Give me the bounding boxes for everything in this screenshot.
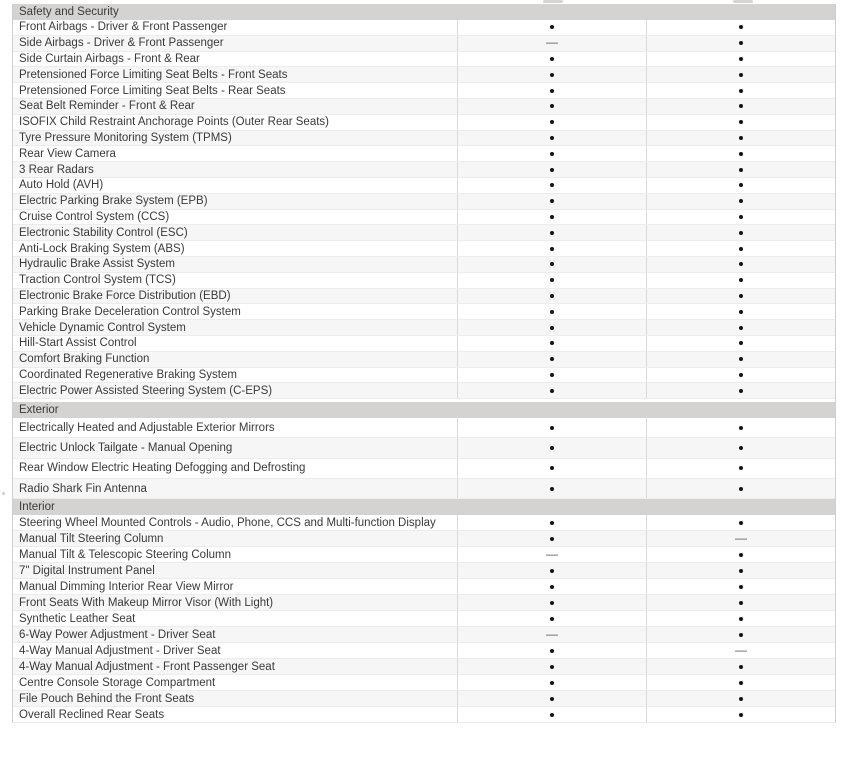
value-cell-a [457,210,646,225]
value-cell-a [457,707,646,722]
value-cell-a [457,675,646,690]
included-dot-icon [550,294,554,298]
value-cell-b [646,210,835,225]
included-dot-icon [550,57,554,61]
feature-row [13,643,835,659]
included-dot-icon [550,446,554,450]
included-dot-icon [550,120,554,124]
feature-label: Comfort Braking Function [19,353,150,366]
feature-label: Auto Hold (AVH) [19,179,104,192]
feature-label: Electronic Brake Force Distribution (EBD) [19,289,231,302]
included-dot-icon [550,341,554,345]
feature-row [13,178,835,194]
not-available-dash: — [546,546,558,561]
section-safety [13,4,835,399]
included-dot-icon [550,104,554,108]
feature-row [13,418,835,438]
feature-row [13,579,835,595]
feature-row [13,531,835,547]
included-dot-icon [550,73,554,77]
included-dot-icon [739,357,743,361]
value-cell-a [457,83,646,98]
included-dot-icon [550,152,554,156]
feature-label: Overall Reclined Rear Seats [19,708,165,721]
value-cell-b [646,563,835,578]
feature-label: Synthetic Leather Seat [19,612,136,625]
value-cell-b [646,707,835,722]
feature-label: Electric Unlock Tailgate - Manual Opening [19,442,233,454]
value-cell-b [646,162,835,177]
included-dot-icon [739,487,743,491]
feature-label: Side Airbags - Driver & Front Passenger [19,37,224,50]
value-cell-b [646,194,835,209]
feature-label: Front Seats With Makeup Mirror Visor (With Light) [19,596,274,609]
margin-artifact [2,492,5,495]
included-dot-icon [739,215,743,219]
included-dot-icon [550,373,554,377]
section-header-exterior: Exterior [13,402,835,418]
value-cell-a [457,257,646,272]
included-dot-icon [739,57,743,61]
value-cell-b [646,83,835,98]
value-cell-b [646,36,835,51]
feature-label: Electronic Stability Control (ESC) [19,226,188,239]
not-available-dash: — [735,642,747,657]
included-dot-icon [550,231,554,235]
included-dot-icon [550,357,554,361]
feature-row [13,273,835,289]
value-cell-b [646,627,835,642]
feature-label: Manual Dimming Interior Rear View Mirror [19,580,234,593]
feature-row [13,162,835,178]
section-header-safety: Safety and Security [13,4,835,20]
feature-row [13,289,835,305]
included-dot-icon [550,262,554,266]
value-cell-a [457,579,646,594]
value-cell-b [646,273,835,288]
feature-label: Tyre Pressure Monitoring System (TPMS) [19,131,232,144]
value-cell-b [646,515,835,530]
feature-row [13,320,835,336]
included-dot-icon [739,446,743,450]
feature-row [13,241,835,257]
included-dot-icon [739,601,743,605]
included-dot-icon [550,601,554,605]
included-dot-icon [739,247,743,251]
included-dot-icon [550,247,554,251]
value-cell-a [457,289,646,304]
included-dot-icon [739,262,743,266]
value-cell-a [457,178,646,193]
included-dot-icon [739,326,743,330]
value-cell-a [457,595,646,610]
feature-row [13,67,835,83]
value-cell-a [457,479,646,498]
included-dot-icon [550,389,554,393]
feature-label: Electric Power Assisted Steering System (C-EPS) [19,384,273,397]
value-cell-a [457,563,646,578]
value-cell-a [457,194,646,209]
feature-label: Rear Window Electric Heating Defogging and Defrosting [19,462,306,475]
value-cell-b [646,304,835,319]
included-dot-icon [739,278,743,282]
feature-label: Coordinated Regenerative Braking System [19,368,237,381]
value-cell-b [646,320,835,335]
value-cell-b [646,241,835,256]
feature-label: File Pouch Behind the Front Seats [19,692,195,705]
feature-row [13,36,835,52]
feature-label: Electric Parking Brake System (EPB) [19,195,208,208]
feature-row [13,479,835,499]
included-dot-icon [550,215,554,219]
value-cell-a [457,225,646,240]
feature-row [13,627,835,643]
feature-label: Side Curtain Airbags - Front & Rear [19,52,200,65]
value-cell-a [457,20,646,35]
feature-row [13,225,835,241]
value-cell-a [457,643,646,658]
included-dot-icon [739,665,743,669]
value-cell-a [457,115,646,130]
included-dot-icon [739,73,743,77]
feature-label: Hill-Start Assist Control [19,337,137,350]
feature-row [13,194,835,210]
included-dot-icon [739,168,743,172]
feature-label: 6-Way Power Adjustment - Driver Seat [19,628,216,641]
feature-label: Seat Belt Reminder - Front & Rear [19,100,195,113]
included-dot-icon [739,569,743,573]
feature-row [13,675,835,691]
included-dot-icon [550,466,554,470]
value-cell-b [646,479,835,498]
included-dot-icon [739,136,743,140]
value-cell-a [457,273,646,288]
included-dot-icon [739,152,743,156]
feature-row [13,83,835,99]
value-cell-a [457,131,646,146]
feature-row [13,146,835,162]
included-dot-icon [739,617,743,621]
feature-row [13,659,835,675]
included-dot-icon [550,310,554,314]
feature-row [13,336,835,352]
value-cell-a [457,611,646,626]
feature-row [13,707,835,723]
feature-label: Electrically Heated and Adjustable Exterior Mirrors [19,421,275,434]
value-cell-b [646,611,835,626]
value-cell-a [457,531,646,546]
feature-row [13,99,835,115]
included-dot-icon [739,713,743,717]
included-dot-icon [550,537,554,541]
included-dot-icon [739,25,743,29]
value-cell-a [457,304,646,319]
value-cell-a [457,320,646,335]
included-dot-icon [739,183,743,187]
value-cell-a [457,459,646,478]
value-cell-a [457,659,646,674]
included-dot-icon [550,326,554,330]
included-dot-icon [739,310,743,314]
section-header-interior: Interior [13,499,835,515]
value-cell-b [646,579,835,594]
value-cell-b [646,20,835,35]
value-cell-b [646,595,835,610]
included-dot-icon [550,199,554,203]
included-dot-icon [550,681,554,685]
value-cell-b [646,99,835,114]
value-cell-b [646,146,835,161]
included-dot-icon [550,426,554,430]
included-dot-icon [739,466,743,470]
feature-label: Cruise Control System (CCS) [19,210,170,223]
value-cell-a [457,438,646,457]
value-cell-b [646,547,835,562]
feature-label: 4-Way Manual Adjustment - Front Passenger Seat [19,660,275,673]
spec-table [12,4,836,723]
value-cell-b [646,336,835,351]
value-cell-a [457,368,646,383]
value-cell-b [646,178,835,193]
value-cell-b [646,225,835,240]
feature-row [13,257,835,273]
feature-label: Manual Tilt & Telescopic Steering Column [19,548,232,561]
feature-label: Pretensioned Force Limiting Seat Belts - Front Seats [19,68,288,81]
value-cell-b [646,115,835,130]
feature-row [13,115,835,131]
feature-row [13,20,835,36]
included-dot-icon [550,183,554,187]
feature-label: Pretensioned Force Limiting Seat Belts - Rear Seats [19,84,286,97]
cutoff-artifact [733,0,753,3]
included-dot-icon [739,120,743,124]
value-cell-a [457,52,646,67]
value-cell-b [646,659,835,674]
not-available-dash: — [546,35,558,50]
included-dot-icon [739,373,743,377]
value-cell-b [646,438,835,457]
feature-label: Radio Shark Fin Antenna [19,482,147,495]
feature-label: 4-Way Manual Adjustment - Driver Seat [19,644,221,657]
included-dot-icon [550,713,554,717]
feature-label: ISOFIX Child Restraint Anchorage Points (Outer Rear Seats) [19,116,329,129]
included-dot-icon [550,278,554,282]
feature-row [13,352,835,368]
included-dot-icon [739,89,743,93]
feature-row [13,611,835,627]
feature-row [13,515,835,531]
value-cell-b [646,418,835,437]
value-cell-a [457,162,646,177]
feature-row [13,563,835,579]
value-cell-b [646,368,835,383]
included-dot-icon [550,25,554,29]
included-dot-icon [550,521,554,525]
feature-label: Rear View Camera [19,147,116,160]
value-cell-b [646,131,835,146]
included-dot-icon [739,521,743,525]
feature-label: Traction Control System (TCS) [19,274,176,287]
feature-row [13,210,835,226]
feature-row [13,547,835,563]
included-dot-icon [739,341,743,345]
value-cell-a [457,547,646,562]
included-dot-icon [550,89,554,93]
feature-row [13,131,835,147]
value-cell-a [457,627,646,642]
value-cell-b [646,289,835,304]
value-cell-b [646,352,835,367]
feature-row [13,691,835,707]
feature-row [13,383,835,399]
included-dot-icon [739,231,743,235]
value-cell-b [646,67,835,82]
feature-label: Hydraulic Brake Assist System [19,258,175,271]
feature-label: Centre Console Storage Compartment [19,676,216,689]
value-cell-b [646,257,835,272]
section-interior [13,499,835,723]
value-cell-a [457,352,646,367]
included-dot-icon [550,569,554,573]
feature-label: Front Airbags - Driver & Front Passenger [19,21,228,34]
included-dot-icon [550,697,554,701]
not-available-dash: — [735,530,747,545]
feature-label: Vehicle Dynamic Control System [19,321,186,334]
included-dot-icon [739,41,743,45]
feature-row [13,595,835,611]
included-dot-icon [739,389,743,393]
value-cell-a [457,515,646,530]
feature-label: Manual Tilt Steering Column [19,532,164,545]
included-dot-icon [739,199,743,203]
value-cell-a [457,418,646,437]
value-cell-a [457,691,646,706]
section-exterior [13,402,835,499]
included-dot-icon [550,665,554,669]
value-cell-b [646,459,835,478]
value-cell-a [457,67,646,82]
feature-label: 3 Rear Radars [19,163,94,176]
value-cell-a [457,336,646,351]
feature-label: Parking Brake Deceleration Control System [19,305,241,318]
feature-label: Steering Wheel Mounted Controls - Audio, Phone, CCS and Multi-function Display [19,516,436,529]
included-dot-icon [550,617,554,621]
value-cell-a [457,99,646,114]
value-cell-b [646,52,835,67]
included-dot-icon [739,633,743,637]
feature-row [13,438,835,458]
value-cell-a [457,146,646,161]
feature-row [13,459,835,479]
included-dot-icon [550,487,554,491]
included-dot-icon [550,136,554,140]
not-available-dash: — [546,626,558,641]
value-cell-a [457,36,646,51]
included-dot-icon [739,681,743,685]
included-dot-icon [550,168,554,172]
included-dot-icon [739,585,743,589]
value-cell-b [646,383,835,398]
value-cell-a [457,383,646,398]
value-cell-b [646,691,835,706]
value-cell-a [457,241,646,256]
included-dot-icon [550,585,554,589]
included-dot-icon [739,104,743,108]
included-dot-icon [550,649,554,653]
value-cell-b [646,643,835,658]
feature-row [13,368,835,384]
cutoff-artifact [543,0,563,3]
included-dot-icon [739,553,743,557]
value-cell-b [646,531,835,546]
feature-row [13,304,835,320]
included-dot-icon [739,294,743,298]
included-dot-icon [739,697,743,701]
value-cell-b [646,675,835,690]
included-dot-icon [739,426,743,430]
feature-label: 7" Digital Instrument Panel [19,564,155,577]
feature-row [13,52,835,68]
feature-label: Anti-Lock Braking System (ABS) [19,242,185,255]
